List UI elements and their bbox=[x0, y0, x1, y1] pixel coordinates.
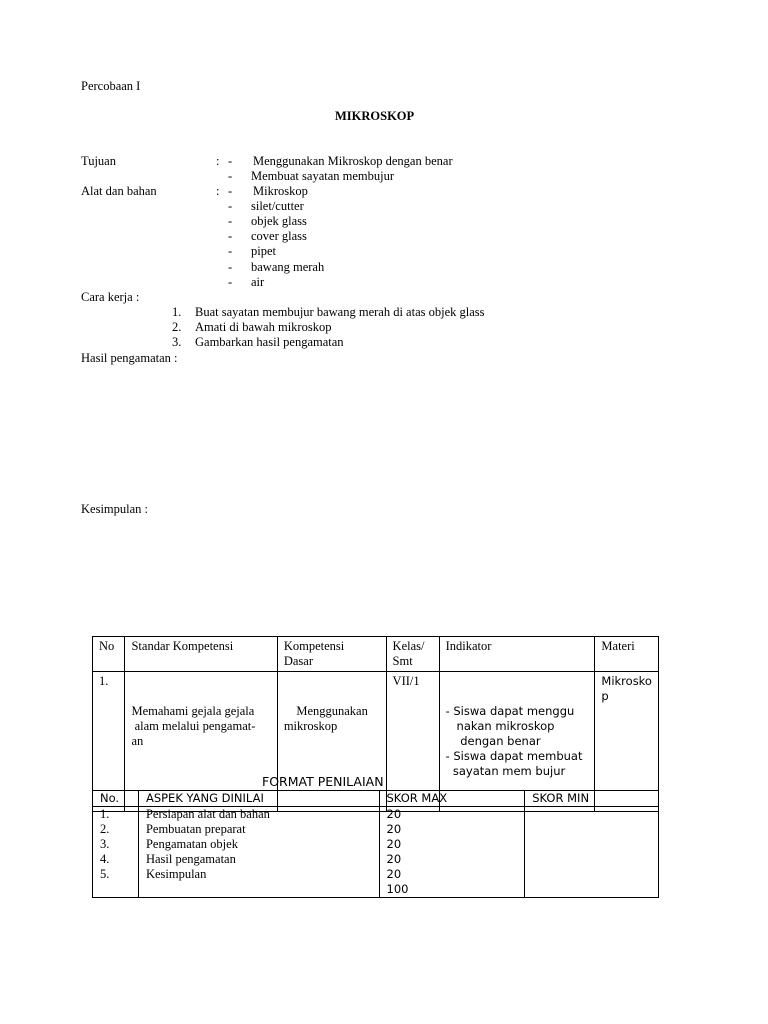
alat-item: bawang merah bbox=[251, 260, 325, 274]
skor-min-column bbox=[525, 807, 659, 898]
step-text: Buat sayatan membujur bawang merah di atas objek glass bbox=[195, 305, 485, 319]
aspek-column: Persiapan alat dan bahan Pembuatan preparat Pengamatan objek Hasil pengamatan Kesimpulan bbox=[138, 807, 379, 898]
cara-kerja-label: Cara kerja : bbox=[81, 290, 140, 304]
assessment-caption: FORMAT PENILAIAN bbox=[262, 774, 384, 789]
alat-colon: : bbox=[216, 184, 220, 198]
header-cell: SKOR MAX bbox=[379, 791, 525, 807]
tujuan-dash-2: - bbox=[228, 169, 233, 183]
tujuan-item: Membuat sayatan membujur bbox=[251, 169, 395, 183]
header-cell: Kompetensi Dasar bbox=[277, 637, 386, 672]
step-number: 3. bbox=[172, 335, 182, 349]
alat-dash: - bbox=[228, 199, 233, 213]
row-kompetensi: Menggunakan mikroskop bbox=[277, 672, 386, 812]
step-text: Gambarkan hasil pengamatan bbox=[195, 335, 344, 349]
tujuan-label: Tujuan bbox=[81, 154, 116, 168]
alat-dash: - bbox=[228, 244, 233, 258]
assessment-table bbox=[92, 790, 659, 898]
no-column: 1. 2. 3. 4. 5. bbox=[93, 807, 139, 898]
kesimpulan-label: Kesimpulan : bbox=[81, 502, 149, 516]
row-standar: Memahami gejala gejala alam melalui pengamat- an bbox=[125, 672, 277, 812]
row-no: 1. bbox=[93, 672, 125, 812]
total-score: 100 bbox=[386, 882, 409, 896]
header-cell: No bbox=[93, 637, 125, 672]
hasil-label: Hasil pengamatan : bbox=[81, 351, 178, 365]
tujuan-item: Menggunakan Mikroskop dengan benar bbox=[253, 154, 453, 168]
alat-dash: - bbox=[228, 184, 233, 198]
step-number: 2. bbox=[172, 320, 182, 334]
step-text: Amati di bawah mikroskop bbox=[195, 320, 332, 334]
alat-dash: - bbox=[228, 214, 233, 228]
alat-item: cover glass bbox=[251, 229, 307, 243]
alat-dash: - bbox=[228, 275, 233, 289]
table-body-row bbox=[93, 807, 659, 898]
alat-item: pipet bbox=[251, 244, 276, 258]
experiment-label: Percobaan I bbox=[81, 79, 141, 93]
header-cell: Kelas/ Smt bbox=[386, 637, 439, 672]
header-cell: Standar Kompetensi bbox=[125, 637, 277, 672]
row-materi: Mikrosko p bbox=[595, 672, 659, 812]
header-cell: Indikator bbox=[439, 637, 595, 672]
step-number: 1. bbox=[172, 305, 182, 319]
header-cell: SKOR MIN bbox=[525, 791, 659, 807]
header-cell: Materi bbox=[595, 637, 659, 672]
header-cell: No. bbox=[93, 791, 139, 807]
row-indikator: - Siswa dapat menggu nakan mikroskop dengan benar - Siswa dapat membuat sayatan mem bujur bbox=[439, 672, 595, 812]
page-title: MIKROSKOP bbox=[335, 109, 415, 123]
alat-item: air bbox=[251, 275, 265, 289]
skor-max-column: 20 20 20 20 20 100 bbox=[379, 807, 525, 898]
alat-item: silet/cutter bbox=[251, 199, 304, 213]
alat-item: objek glass bbox=[251, 214, 307, 228]
tujuan-dash-1: - bbox=[228, 154, 233, 168]
alat-item: Mikroskop bbox=[253, 184, 308, 198]
tujuan-colon: : bbox=[216, 154, 220, 168]
alat-label: Alat dan bahan bbox=[81, 184, 157, 198]
alat-dash: - bbox=[228, 229, 233, 243]
alat-dash: - bbox=[228, 260, 233, 274]
row-kelas: VII/1 bbox=[386, 672, 439, 812]
header-cell: ASPEK YANG DINILAI bbox=[138, 791, 379, 807]
table-header-row bbox=[93, 791, 659, 807]
table-header-row bbox=[93, 637, 659, 672]
